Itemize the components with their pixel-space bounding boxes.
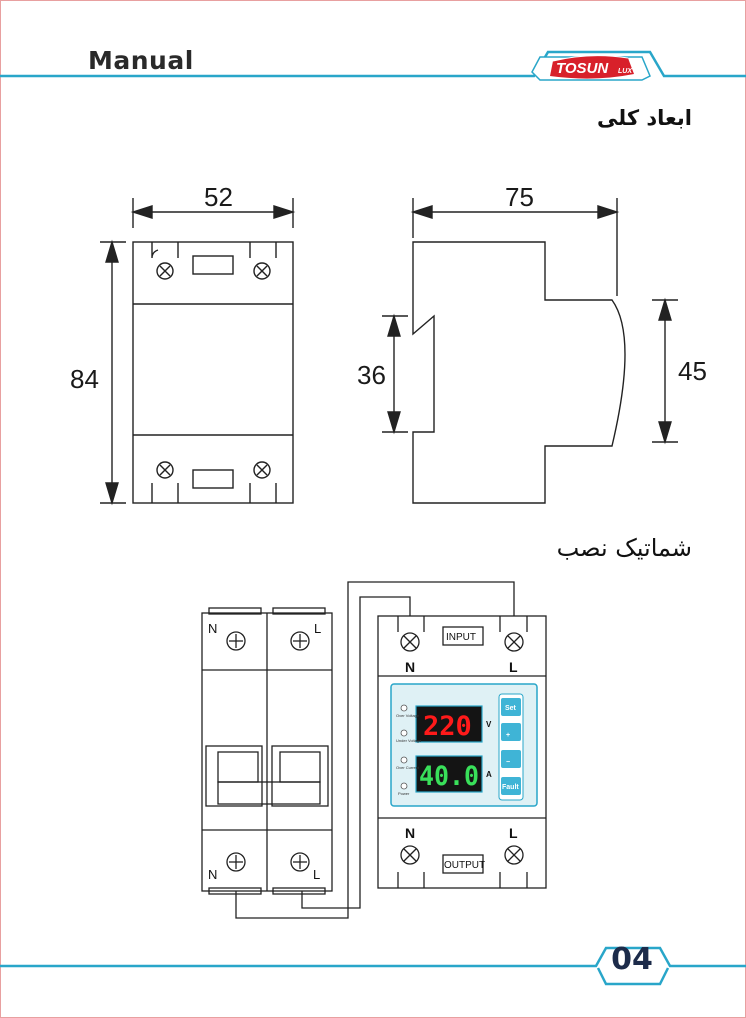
manual-title: Manual — [88, 46, 194, 75]
protector-top-l: L — [509, 659, 518, 675]
page-number: 04 — [611, 942, 653, 977]
body-height-value: 45 — [678, 356, 707, 386]
breaker-top-l: L — [314, 621, 322, 636]
protector-top-n: N — [405, 659, 416, 675]
current-unit: A — [486, 770, 492, 779]
voltage-unit: V — [486, 720, 492, 729]
breaker-bottom-l: L — [313, 867, 321, 882]
schematic-title: شماتیک نصب — [556, 534, 692, 562]
front-view — [133, 242, 293, 503]
indicator-under-voltage: Under Voltage — [396, 738, 422, 743]
brand-name: TOSUN — [556, 60, 609, 77]
breaker-bottom-n: N — [208, 867, 218, 882]
input-label: INPUT — [446, 632, 476, 643]
current-display: 40.0 — [419, 761, 479, 792]
output-label: OUTPUT — [444, 860, 486, 871]
brand-logo — [550, 56, 634, 79]
voltage-display: 220 — [423, 711, 472, 742]
width-value: 52 — [204, 182, 233, 212]
fault-button[interactable]: Fault — [502, 784, 519, 791]
brand-suffix: LUX — [618, 68, 632, 75]
minus-button[interactable]: − — [506, 759, 511, 766]
plus-button[interactable]: + — [506, 732, 511, 739]
protector-bottom-n: N — [405, 825, 416, 841]
dimensions-title: ابعاد کلی — [597, 106, 692, 130]
front-height-dimension — [100, 242, 126, 503]
side-view — [413, 242, 625, 503]
rail-height-value: 36 — [357, 360, 386, 390]
indicator-over-current: Over Current — [396, 765, 420, 770]
breaker-top-n: N — [208, 621, 218, 636]
set-button[interactable]: Set — [505, 705, 516, 712]
circuit-breaker — [202, 608, 332, 894]
body-height-dimension — [652, 300, 678, 442]
protector-bottom-l: L — [509, 825, 518, 841]
indicator-power: Power — [398, 791, 410, 796]
height-value: 84 — [70, 364, 99, 394]
indicator-over-voltage: Over Voltage — [396, 713, 420, 718]
depth-value: 75 — [505, 182, 534, 212]
side-depth-dimension — [413, 198, 617, 296]
